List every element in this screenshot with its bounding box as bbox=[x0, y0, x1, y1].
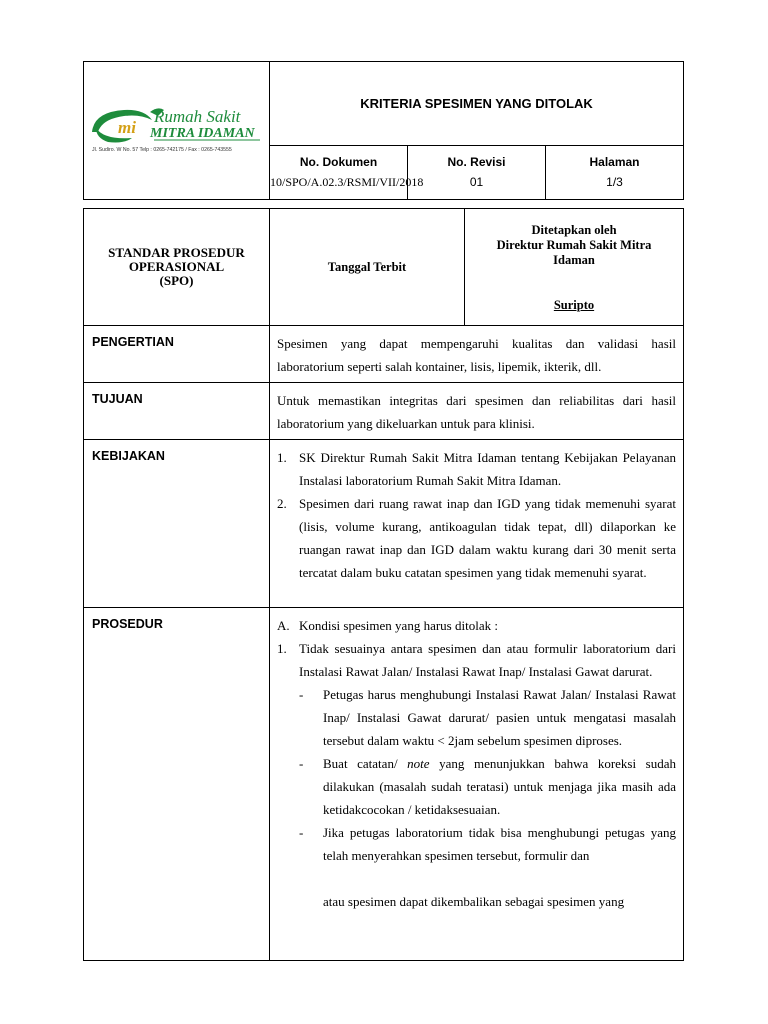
prosedur-list bbox=[277, 614, 676, 683]
list-bullet: - bbox=[299, 687, 304, 702]
tujuan-label: TUJUAN bbox=[84, 383, 270, 440]
ditetapkan-cell bbox=[465, 209, 684, 326]
list-number: 1. bbox=[277, 641, 287, 656]
kebijakan-list bbox=[277, 446, 676, 584]
list-item bbox=[277, 614, 676, 637]
prosedur-text bbox=[270, 608, 684, 961]
list-number: 2. bbox=[277, 496, 287, 511]
pengertian-text bbox=[270, 326, 684, 383]
no-dokumen-cell bbox=[270, 145, 424, 199]
spo-line3: (SPO) bbox=[159, 273, 194, 288]
svg-text:Rumah Sakit: Rumah Sakit bbox=[154, 107, 241, 126]
tanggal-terbit-cell bbox=[270, 209, 465, 326]
no-dokumen-label: No. Dokumen bbox=[299, 154, 378, 169]
tujuan-paragraph: Untuk memastikan integritas dari spesimen dan reliabilitas dari hasil laboratorium yang dikeluarkan untuk para klinisi. bbox=[277, 393, 676, 431]
ditetapkan-line2: Direktur Rumah Sakit Mitra bbox=[496, 238, 652, 252]
list-text: Buat catatan/ note yang menunjukkan bahwa koreksi sudah dilakukan (masalah sudah teratasi) untuk menjaga jika masih ada ketidakcocokan / ketidaksesuaian. bbox=[323, 756, 677, 817]
svg-text:MITRA IDAMAN: MITRA IDAMAN bbox=[150, 126, 255, 141]
svg-text:Jl. Sudiro. W No. 57 Telp : 02: Jl. Sudiro. W No. 57 Telp : 0265-742175 / Fax : 0265-743555 bbox=[92, 147, 232, 153]
signatory-name: Suripto bbox=[553, 298, 595, 312]
no-dokumen-value: 10/SPO/A.02.3/RSMI/VII/2018 bbox=[270, 174, 424, 189]
ditetapkan-line3: Idaman bbox=[553, 253, 595, 267]
list-item bbox=[277, 446, 676, 492]
no-revisi-value: 01 bbox=[469, 174, 484, 189]
svg-text:mi: mi bbox=[118, 118, 136, 137]
list-text: SK Direktur Rumah Sakit Mitra Idaman tentang Kebijakan Pelayanan Instalasi laboratorium Rumah Sakit Mitra Idaman. bbox=[299, 450, 676, 488]
list-text: Tidak sesuainya antara spesimen dan atau formulir laboratorium dari Instalasi Rawat Jalan/ Instalasi Rawat Inap/ Instalasi Gawat darurat. bbox=[299, 641, 676, 679]
list-number: 1. bbox=[277, 450, 287, 465]
spo-table bbox=[83, 208, 684, 961]
logo-cell bbox=[84, 62, 270, 200]
list-bullet: - bbox=[299, 825, 304, 840]
document-title: KRITERIA SPESIMEN YANG DITOLAK bbox=[270, 62, 684, 146]
tujuan-text bbox=[270, 383, 684, 440]
list-item bbox=[299, 752, 676, 821]
hospital-logo bbox=[84, 62, 270, 194]
list-text: Petugas harus menghubungi Instalasi Rawat Jalan/ Instalasi Rawat Inap/ Instalasi Gawat darurat/ pasien untuk mengatasi masalah tersebut dalam waktu < 2jam sebelum spesimen diproses. bbox=[323, 687, 676, 748]
list-number: A. bbox=[277, 618, 290, 633]
list-item bbox=[299, 683, 676, 752]
spo-line2: OPERASIONAL bbox=[128, 259, 225, 274]
continued-text: atau spesimen dapat dikembalikan sebagai spesimen yang bbox=[323, 894, 625, 909]
prosedur-sublist bbox=[299, 683, 676, 867]
no-revisi-cell bbox=[408, 145, 546, 199]
list-text: Kondisi spesimen yang harus ditolak : bbox=[299, 618, 498, 633]
tanggal-terbit-label: Tanggal Terbit bbox=[327, 259, 407, 274]
prosedur-label: PROSEDUR bbox=[84, 608, 270, 961]
pengertian-paragraph: Spesimen yang dapat mempengaruhi kualitas dan validasi hasil laboratorium seperti salah kontainer, lisis, lipemik, ikterik, dll. bbox=[277, 336, 676, 374]
kebijakan-text bbox=[270, 440, 684, 608]
ditetapkan-line1: Ditetapkan oleh bbox=[531, 223, 617, 237]
list-text: Jika petugas laboratorium tidak bisa menghubungi petugas yang telah menyerahkan spesimen tersebut, formulir dan bbox=[323, 825, 676, 863]
list-item bbox=[277, 492, 676, 584]
no-revisi-label: No. Revisi bbox=[447, 154, 506, 169]
list-bullet: - bbox=[299, 756, 304, 771]
spo-title-cell bbox=[84, 209, 270, 326]
list-text: Spesimen dari ruang rawat inap dan IGD yang tidak memenuhi syarat (lisis, volume kurang, antikoagulan tidak tepat, dll) dilaporkan ke ruangan rawat inap dan IGD dalam waktu kurang dari 30 menit serta tercatat dalam buku catatan spesimen yang tidak memenuhi syarat. bbox=[299, 496, 676, 580]
header-table bbox=[83, 61, 684, 200]
halaman-label: Halaman bbox=[589, 154, 640, 169]
halaman-value: 1/3 bbox=[606, 174, 623, 189]
pengertian-label: PENGERTIAN bbox=[84, 326, 270, 383]
kebijakan-label: KEBIJAKAN bbox=[84, 440, 270, 608]
spo-line1: STANDAR PROSEDUR bbox=[108, 245, 245, 260]
list-item bbox=[277, 637, 676, 683]
halaman-cell bbox=[546, 145, 684, 199]
list-item bbox=[299, 821, 676, 867]
